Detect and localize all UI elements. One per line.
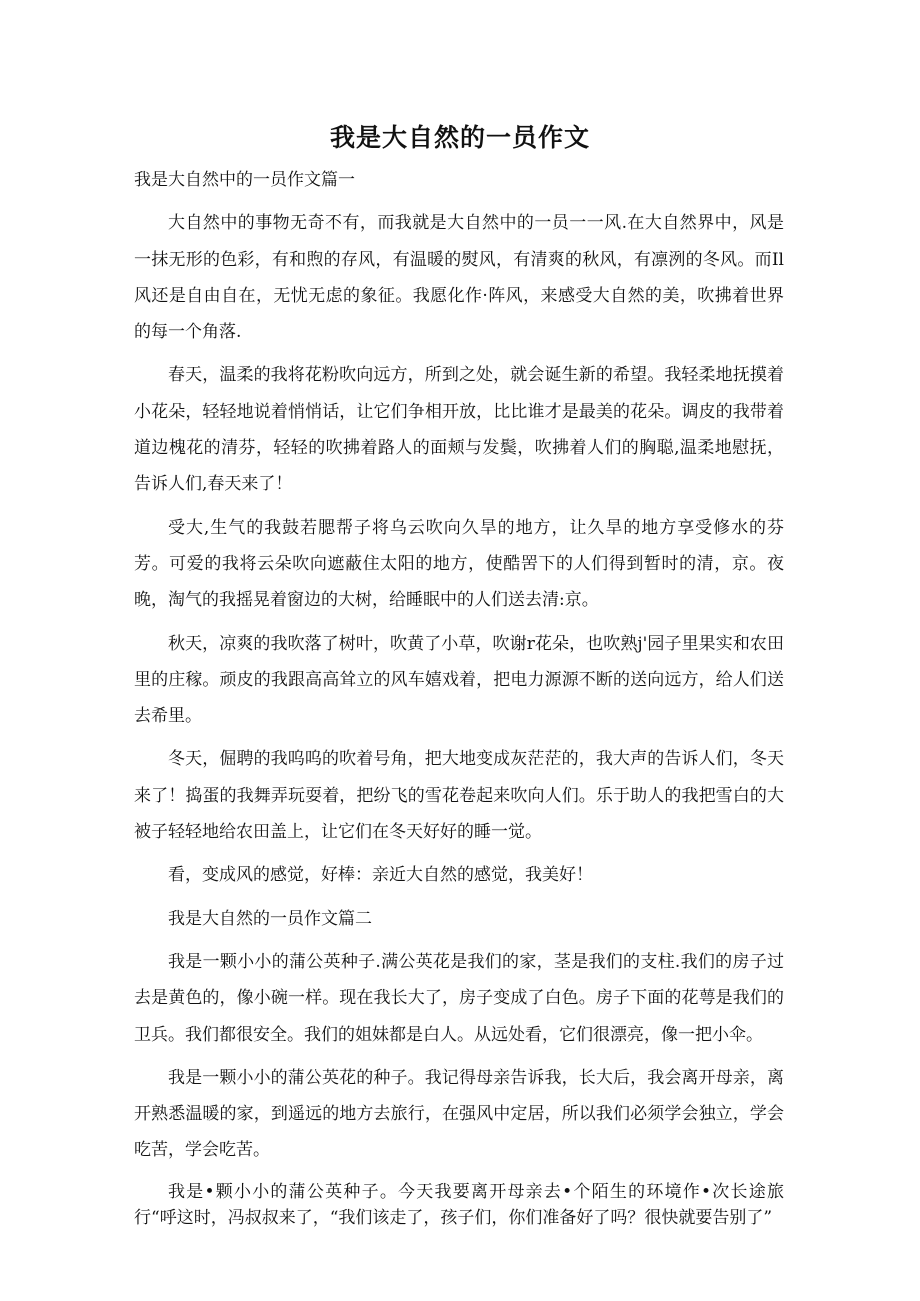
- paragraph: 秋天，凉爽的我吹落了树叶，吹黄了小草，吹谢r花朵，也吹熟j'园子里果实和农田里的庄稼。顽皮的我跟高高耸立的风车嬉戏着，把电力源源不断的送向远方，给人们送去希里。: [134, 633, 784, 727]
- paragraph: 看，变成风的感觉，好棒：亲近大自然的感觉，我美好！: [168, 865, 593, 886]
- paragraph: 我是一颗小小的蒲公英花的种子。我记得母亲告诉我，长大后，我会离开母亲，离开熟悉温暖的家，到遥远的地方去旅行，在强风中定居，所以我们必须学会独立，学会吃苦，学会吃苦。: [134, 1067, 784, 1161]
- paragraph: 大自然中的事物无奇不有，而我就是大自然中的一员一一风.在大自然界中，风是一抹无形的色彩，有和煦的存风，有温暖的熨风，有清爽的秋风，有凛洌的冬风。而Il风还是自由自在，无忧无虑的象征。我愿化作·阵风，来感受大自然的美，吹拂着世界的每一个角落.: [134, 213, 784, 343]
- document-title: 我是大自然的一员作文: [329, 123, 590, 152]
- document-body: [134, 162, 784, 1238]
- paragraph: 我是•颗小小的蒲公英种子。今天我要离开母亲去•个陌生的环境作•次长途旅行“呼这时，冯叔叔来了，“我们该走了，孩子们，你们准备好了吗？很快就要告别了”: [134, 1181, 784, 1228]
- paragraph: 春天，温柔的我将花粉吹向远方，所到之处，就会诞生新的希望。我轻柔地抚摸着小花朵，轻轻地说着悄悄话，让它们争相开放，比比谁才是最美的花朵。调皮的我带着道边槐花的清芬，轻轻的吹拂着路人的面颊与发鬓，吹拂着人们的胸聪,温柔地慰抚，告诉人们,春天来了！: [134, 365, 784, 495]
- section-heading-2: 我是大自然的一员作文篇二: [168, 908, 372, 929]
- paragraph: 冬天，倔聘的我呜呜的吹着号角，把大地变成灰茫茫的，我大声的告诉人们，冬天来了！捣蛋的我舞弄玩耍着，把纷飞的雪花卷起来吹向人们。乐于助人的我把雪白的大被子轻轻地给农田盖上，让它们在冬天好好的睡一觉。: [134, 749, 784, 843]
- paragraph: 我是一颗小小的蒲公英种子.满公英花是我们的家，茎是我们的支柱.我们的房子过去是黄色的，像小碗一样。现在我长大了，房子变成了白色。房子下面的花萼是我们的卫兵。我们都很安全。我们的姐妹都是白人。从远处看，它们很漂亮，像一把小伞。: [134, 951, 784, 1045]
- paragraph: 受大,生气的我鼓若腮帮子将乌云吹向久旱的地方，让久旱的地方享受修水的芬芳。可爱的我将云朵吹向遮蔽住太阳的地方，使酷罟下的人们得到暂时的清，京。夜晚，淘气的我摇晃着窗边的大树，给睡眠中的人们送去清:京。: [134, 517, 784, 611]
- section-heading-1: 我是大自然中的一员作文篇一: [134, 170, 355, 190]
